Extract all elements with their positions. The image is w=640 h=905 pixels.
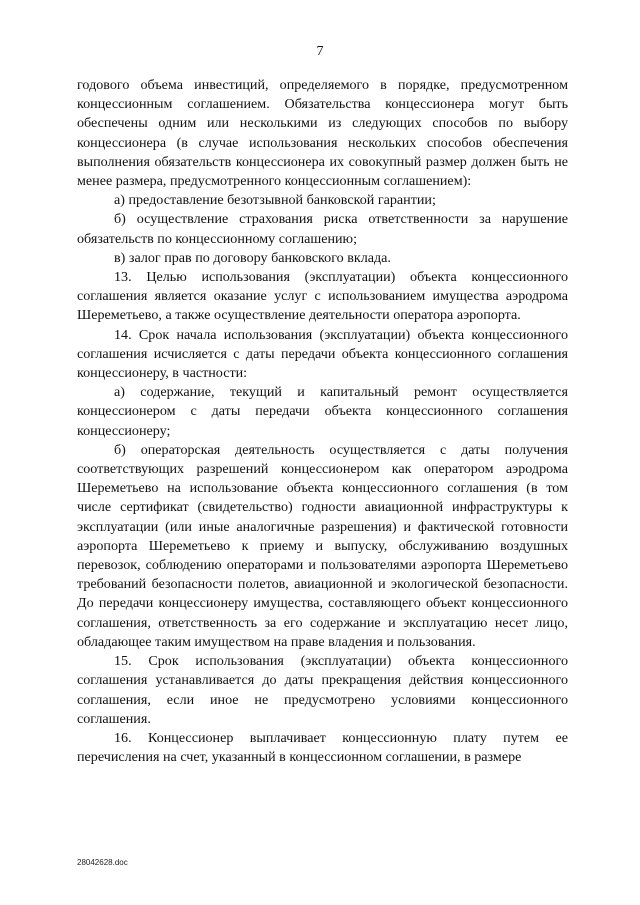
paragraph-13: 13. Целью использования (эксплуатации) объекта концессионного соглашения является оказание услуг с использованием имущества аэродрома Шереметьево, а также осуществление деятельности оператора аэропорта.: [77, 269, 568, 324]
page-number: 7: [316, 44, 324, 59]
paragraph-16: 16. Концессионер выплачивает концессионную плату путем ее перечисления на счет, указанный в концессионном соглашении, в размере: [77, 729, 568, 766]
footer-filename: 28042628.doc: [77, 858, 128, 867]
paragraph-14a: а) содержание, текущий и капитальный ремонт осуществляется концессионером с даты передачи объекта концессионного соглашения концессионеру;: [77, 384, 568, 439]
paragraph-15: 15. Срок использования (эксплуатации) объекта концессионного соглашения устанавливается до даты прекращения действия концессионного соглашения, если иное не предусмотрено условиями концессионного соглашения.: [77, 653, 568, 727]
paragraph-14b: б) операторская деятельность осуществляется с даты получения соответствующих разрешений концессионером как оператором аэродрома Шереметьево на использование объекта концессионного соглашения (в том числе сертификат (свидетельство) годности авиационной инфраструктуры к эксплуатации (или иные аналогичные разрешения) и фактической готовности аэропорта Шереметьево к приему и выпуску, обслуживанию воздушных перевозок, соблюдению операторами и пользователями аэропорта Шереметьево требований безопасности полетов, авиационной и экологической безопасности. До передачи концессионеру имущества, составляющего объект концессионного соглашения, ответственность за его содержание и эксплуатацию несет лицо, обладающее таким имуществом на праве владения и пользования.: [77, 441, 568, 650]
paragraph-12a: а) предоставление безотзывной банковской гарантии;: [114, 192, 436, 209]
paragraph-14: 14. Срок начала использования (эксплуатации) объекта концессионного соглашения исчисляется с даты передачи объекта концессионного соглашения концессионеру, в частности:: [77, 326, 568, 382]
paragraph-12b: б) осуществление страхования риска ответственности за нарушение обязательств по концессионному соглашению;: [77, 211, 568, 247]
paragraph-continuation: годового объема инвестиций, определяемого в порядке, предусмотренном концессионным соглашением. Обязательства концессионера могут быть обеспечены одним или несколькими из следующих способов по выбору концессионера (в случае использования нескольких способов обеспечения выполнения обязательств концессионера их совокупный размер должен быть не менее размера, предусмотренного концессионным соглашением):: [77, 77, 568, 190]
document-body: [77, 76, 568, 767]
paragraph-12c: в) залог прав по договору банковского вклада.: [114, 249, 391, 266]
